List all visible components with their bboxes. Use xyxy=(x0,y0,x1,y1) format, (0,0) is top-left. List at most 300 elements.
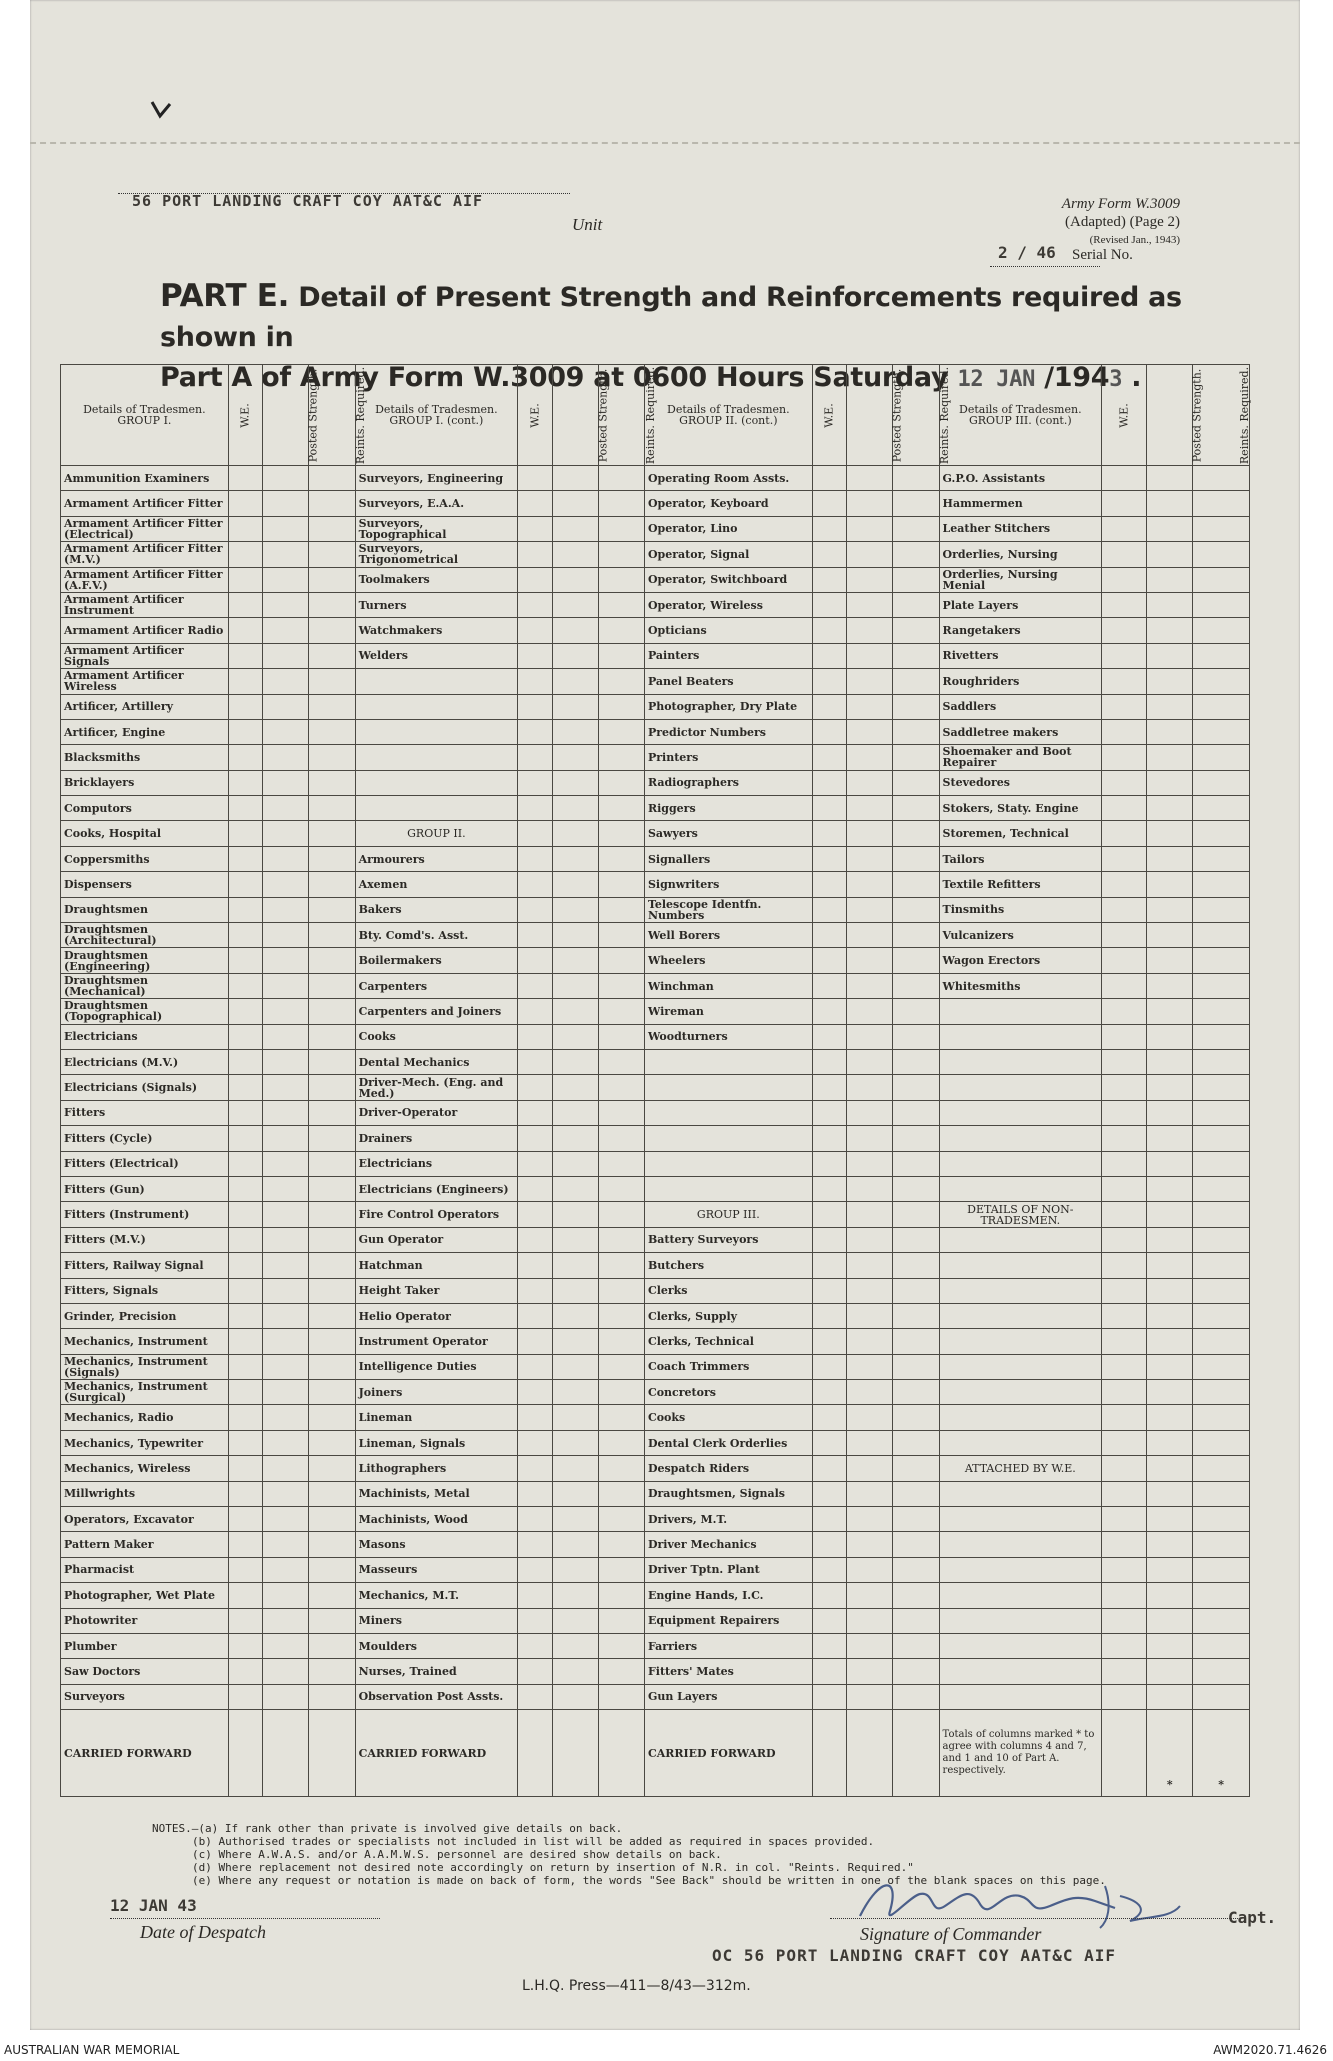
table-cell[interactable] xyxy=(518,1405,553,1430)
table-cell[interactable] xyxy=(309,872,355,897)
table-cell[interactable] xyxy=(228,1202,263,1227)
table-cell[interactable] xyxy=(847,1481,893,1506)
table-cell[interactable] xyxy=(518,1507,553,1532)
table-cell[interactable] xyxy=(598,1329,644,1354)
table-cell[interactable] xyxy=(1147,1151,1193,1176)
table-cell[interactable] xyxy=(847,669,893,694)
table-cell[interactable] xyxy=(893,1507,939,1532)
table-cell[interactable] xyxy=(518,1633,553,1658)
table-cell[interactable] xyxy=(309,897,355,922)
table-cell[interactable] xyxy=(812,1405,847,1430)
table-cell[interactable] xyxy=(518,567,553,592)
table-cell[interactable] xyxy=(518,999,553,1024)
table-cell[interactable] xyxy=(1193,1024,1250,1049)
table-cell[interactable] xyxy=(893,592,939,617)
table-cell[interactable] xyxy=(552,618,598,643)
table-cell[interactable] xyxy=(552,1430,598,1455)
table-cell[interactable] xyxy=(228,948,263,973)
table-cell[interactable] xyxy=(1102,1202,1147,1227)
table-cell[interactable] xyxy=(309,1329,355,1354)
table-cell[interactable] xyxy=(893,872,939,897)
table-cell[interactable] xyxy=(552,1633,598,1658)
table-cell[interactable] xyxy=(847,1532,893,1557)
table-cell[interactable] xyxy=(1147,694,1193,719)
table-cell[interactable] xyxy=(847,1024,893,1049)
table-cell[interactable] xyxy=(812,745,847,770)
table-cell[interactable] xyxy=(847,846,893,871)
table-cell[interactable] xyxy=(1102,1303,1147,1328)
table-cell[interactable] xyxy=(812,466,847,491)
table-cell[interactable] xyxy=(598,1430,644,1455)
table-cell[interactable] xyxy=(518,1430,553,1455)
table-cell[interactable] xyxy=(812,542,847,567)
table-cell[interactable] xyxy=(847,1608,893,1633)
table-cell[interactable] xyxy=(552,770,598,795)
table-cell[interactable] xyxy=(598,542,644,567)
table-cell[interactable] xyxy=(847,618,893,643)
table-cell[interactable] xyxy=(1102,618,1147,643)
table-cell[interactable] xyxy=(228,719,263,744)
table-cell[interactable] xyxy=(847,1253,893,1278)
table-cell[interactable] xyxy=(228,897,263,922)
table-cell[interactable] xyxy=(309,1024,355,1049)
table-cell[interactable] xyxy=(598,491,644,516)
table-cell[interactable] xyxy=(309,1557,355,1582)
table-cell[interactable] xyxy=(1102,796,1147,821)
table-cell[interactable] xyxy=(263,745,309,770)
table-cell[interactable] xyxy=(893,643,939,668)
table-cell[interactable] xyxy=(1193,973,1250,998)
table-cell[interactable] xyxy=(1147,897,1193,922)
table-cell[interactable] xyxy=(598,1405,644,1430)
table-cell[interactable] xyxy=(1147,1075,1193,1100)
table-cell[interactable] xyxy=(552,1278,598,1303)
table-cell[interactable] xyxy=(847,1278,893,1303)
table-cell[interactable] xyxy=(309,1176,355,1201)
table-cell[interactable] xyxy=(847,567,893,592)
table-cell[interactable] xyxy=(518,618,553,643)
table-cell[interactable] xyxy=(228,1532,263,1557)
table-cell[interactable] xyxy=(552,1405,598,1430)
table-cell[interactable] xyxy=(1147,1583,1193,1608)
table-cell[interactable] xyxy=(1193,1532,1250,1557)
table-cell[interactable] xyxy=(598,796,644,821)
table-cell[interactable] xyxy=(1193,669,1250,694)
table-cell[interactable] xyxy=(263,618,309,643)
table-cell[interactable] xyxy=(309,1227,355,1252)
table-cell[interactable] xyxy=(1147,1227,1193,1252)
table-cell[interactable] xyxy=(1193,694,1250,719)
table-cell[interactable] xyxy=(228,542,263,567)
table-cell[interactable] xyxy=(1102,1253,1147,1278)
table-cell[interactable] xyxy=(228,999,263,1024)
table-cell[interactable] xyxy=(263,999,309,1024)
table-cell[interactable] xyxy=(847,745,893,770)
table-cell[interactable] xyxy=(598,770,644,795)
table-cell[interactable] xyxy=(1147,770,1193,795)
table-cell[interactable] xyxy=(1193,872,1250,897)
table-cell[interactable] xyxy=(598,1633,644,1658)
table-cell[interactable] xyxy=(893,1583,939,1608)
table-cell[interactable] xyxy=(893,1430,939,1455)
table-cell[interactable] xyxy=(552,872,598,897)
table-cell[interactable] xyxy=(263,1126,309,1151)
table-cell[interactable] xyxy=(1147,999,1193,1024)
table-cell[interactable] xyxy=(1102,745,1147,770)
table-cell[interactable] xyxy=(263,796,309,821)
table-cell[interactable] xyxy=(598,1202,644,1227)
table-cell[interactable] xyxy=(812,516,847,541)
table-cell[interactable] xyxy=(309,1049,355,1074)
table-cell[interactable] xyxy=(1147,1303,1193,1328)
table-cell[interactable] xyxy=(598,592,644,617)
table-cell[interactable] xyxy=(518,466,553,491)
table-cell[interactable] xyxy=(893,973,939,998)
table-cell[interactable] xyxy=(263,1151,309,1176)
table-cell[interactable] xyxy=(518,796,553,821)
table-cell[interactable] xyxy=(309,618,355,643)
table-cell[interactable] xyxy=(1102,1633,1147,1658)
table-cell[interactable] xyxy=(552,1202,598,1227)
table-cell[interactable] xyxy=(518,694,553,719)
table-cell[interactable] xyxy=(552,973,598,998)
table-cell[interactable] xyxy=(263,821,309,846)
table-cell[interactable] xyxy=(598,1151,644,1176)
table-cell[interactable] xyxy=(812,1253,847,1278)
table-cell[interactable] xyxy=(552,1456,598,1481)
table-cell[interactable] xyxy=(893,1405,939,1430)
table-cell[interactable] xyxy=(847,1227,893,1252)
table-cell[interactable] xyxy=(812,694,847,719)
table-cell[interactable] xyxy=(598,1583,644,1608)
table-cell[interactable] xyxy=(1147,1354,1193,1379)
table-cell[interactable] xyxy=(812,1481,847,1506)
table-cell[interactable] xyxy=(1102,516,1147,541)
table-cell[interactable] xyxy=(263,1456,309,1481)
table-cell[interactable] xyxy=(263,1659,309,1684)
table-cell[interactable] xyxy=(309,1075,355,1100)
table-cell[interactable] xyxy=(812,872,847,897)
table-cell[interactable] xyxy=(228,1710,263,1797)
table-cell[interactable] xyxy=(812,770,847,795)
table-cell[interactable] xyxy=(893,1151,939,1176)
table-cell[interactable] xyxy=(263,669,309,694)
table-cell[interactable] xyxy=(893,1049,939,1074)
table-cell[interactable] xyxy=(812,669,847,694)
table-cell[interactable] xyxy=(228,1278,263,1303)
table-cell[interactable] xyxy=(1147,618,1193,643)
table-cell[interactable] xyxy=(228,796,263,821)
table-cell[interactable] xyxy=(1102,1532,1147,1557)
table-cell[interactable] xyxy=(309,669,355,694)
table-cell[interactable] xyxy=(1102,643,1147,668)
table-cell[interactable] xyxy=(893,618,939,643)
table-cell[interactable] xyxy=(893,796,939,821)
table-cell[interactable] xyxy=(1102,592,1147,617)
table-cell[interactable] xyxy=(893,491,939,516)
table-cell[interactable] xyxy=(552,466,598,491)
table-cell[interactable] xyxy=(1102,1024,1147,1049)
table-cell[interactable] xyxy=(518,846,553,871)
table-cell[interactable] xyxy=(1147,542,1193,567)
table-cell[interactable] xyxy=(812,643,847,668)
table-cell[interactable] xyxy=(893,1684,939,1709)
table-cell[interactable] xyxy=(847,1430,893,1455)
table-cell[interactable] xyxy=(893,1126,939,1151)
table-cell[interactable] xyxy=(263,1481,309,1506)
table-cell[interactable] xyxy=(1147,466,1193,491)
table-cell[interactable] xyxy=(847,643,893,668)
table-cell[interactable] xyxy=(1102,1608,1147,1633)
table-cell[interactable] xyxy=(228,1126,263,1151)
table-cell[interactable] xyxy=(1193,923,1250,948)
table-cell[interactable] xyxy=(263,592,309,617)
table-cell[interactable] xyxy=(847,1202,893,1227)
table-cell[interactable] xyxy=(263,846,309,871)
table-cell[interactable] xyxy=(893,1100,939,1125)
table-cell[interactable] xyxy=(228,1557,263,1582)
table-cell[interactable] xyxy=(893,1633,939,1658)
table-cell[interactable] xyxy=(228,694,263,719)
table-cell[interactable] xyxy=(1102,694,1147,719)
table-cell[interactable] xyxy=(518,1710,553,1797)
table-cell[interactable] xyxy=(1102,1278,1147,1303)
table-cell[interactable] xyxy=(1102,1100,1147,1125)
table-cell[interactable] xyxy=(552,1507,598,1532)
table-cell[interactable] xyxy=(847,770,893,795)
table-cell[interactable] xyxy=(598,1532,644,1557)
table-cell[interactable] xyxy=(598,973,644,998)
table-cell[interactable] xyxy=(263,567,309,592)
table-cell[interactable] xyxy=(309,923,355,948)
table-cell[interactable] xyxy=(847,1049,893,1074)
table-cell[interactable] xyxy=(518,1354,553,1379)
table-cell[interactable] xyxy=(552,1481,598,1506)
table-cell[interactable] xyxy=(263,1329,309,1354)
table-cell[interactable] xyxy=(228,1329,263,1354)
table-cell[interactable] xyxy=(598,745,644,770)
table-cell[interactable] xyxy=(263,1633,309,1658)
table-cell[interactable] xyxy=(1193,745,1250,770)
table-cell[interactable] xyxy=(1147,567,1193,592)
table-cell[interactable] xyxy=(893,948,939,973)
table-cell[interactable] xyxy=(1193,770,1250,795)
table-cell[interactable] xyxy=(847,1659,893,1684)
table-cell[interactable] xyxy=(552,1100,598,1125)
table-cell[interactable] xyxy=(228,1507,263,1532)
table-cell[interactable] xyxy=(847,1633,893,1658)
table-cell[interactable] xyxy=(309,491,355,516)
table-cell[interactable] xyxy=(309,973,355,998)
table-cell[interactable] xyxy=(263,542,309,567)
table-cell[interactable] xyxy=(812,1532,847,1557)
table-cell[interactable] xyxy=(228,516,263,541)
table-cell[interactable] xyxy=(1102,1329,1147,1354)
table-cell[interactable] xyxy=(309,516,355,541)
table-cell[interactable] xyxy=(518,491,553,516)
table-cell[interactable] xyxy=(263,1532,309,1557)
table-cell[interactable] xyxy=(263,1176,309,1201)
table-cell[interactable] xyxy=(552,1329,598,1354)
table-cell[interactable] xyxy=(309,1710,355,1797)
table-cell[interactable] xyxy=(598,1176,644,1201)
table-cell[interactable] xyxy=(598,567,644,592)
table-cell[interactable] xyxy=(812,1227,847,1252)
table-cell[interactable] xyxy=(1193,796,1250,821)
table-cell[interactable] xyxy=(1193,1126,1250,1151)
table-cell[interactable] xyxy=(1102,1176,1147,1201)
table-cell[interactable] xyxy=(812,1075,847,1100)
table-cell[interactable] xyxy=(1147,948,1193,973)
table-cell[interactable] xyxy=(847,1405,893,1430)
table-cell[interactable] xyxy=(893,1354,939,1379)
table-cell[interactable] xyxy=(309,1151,355,1176)
table-cell[interactable] xyxy=(1147,1049,1193,1074)
table-cell[interactable] xyxy=(598,1456,644,1481)
table-cell[interactable] xyxy=(552,948,598,973)
table-cell[interactable] xyxy=(847,1583,893,1608)
table-cell[interactable] xyxy=(1147,973,1193,998)
table-cell[interactable] xyxy=(263,872,309,897)
table-cell[interactable] xyxy=(893,466,939,491)
table-cell[interactable] xyxy=(812,1354,847,1379)
table-cell[interactable] xyxy=(263,973,309,998)
table-cell[interactable] xyxy=(552,592,598,617)
table-cell[interactable] xyxy=(1147,1507,1193,1532)
table-cell[interactable] xyxy=(228,821,263,846)
table-cell[interactable] xyxy=(309,1583,355,1608)
table-cell[interactable] xyxy=(1102,1049,1147,1074)
table-cell[interactable] xyxy=(552,1075,598,1100)
table-cell[interactable] xyxy=(263,491,309,516)
table-cell[interactable] xyxy=(1147,592,1193,617)
table-cell[interactable] xyxy=(1147,719,1193,744)
table-cell[interactable] xyxy=(1102,973,1147,998)
table-cell[interactable] xyxy=(812,1430,847,1455)
table-cell[interactable] xyxy=(812,1100,847,1125)
table-cell[interactable] xyxy=(263,643,309,668)
table-cell[interactable] xyxy=(812,1507,847,1532)
table-cell[interactable] xyxy=(1147,1456,1193,1481)
table-cell[interactable] xyxy=(1147,1659,1193,1684)
table-cell[interactable] xyxy=(893,745,939,770)
table-cell[interactable] xyxy=(893,1380,939,1405)
table-cell[interactable] xyxy=(598,1024,644,1049)
table-cell[interactable] xyxy=(309,542,355,567)
table-cell[interactable] xyxy=(1147,1126,1193,1151)
table-cell[interactable] xyxy=(598,1710,644,1797)
table-cell[interactable] xyxy=(228,1227,263,1252)
table-cell[interactable] xyxy=(1193,1481,1250,1506)
table-cell[interactable] xyxy=(812,1202,847,1227)
table-cell[interactable] xyxy=(518,1100,553,1125)
table-cell[interactable] xyxy=(1102,669,1147,694)
table-cell[interactable] xyxy=(812,1659,847,1684)
table-cell[interactable] xyxy=(263,694,309,719)
table-cell[interactable] xyxy=(263,1075,309,1100)
table-cell[interactable] xyxy=(228,1633,263,1658)
table-cell[interactable] xyxy=(1193,1329,1250,1354)
table-cell[interactable] xyxy=(552,542,598,567)
table-cell[interactable] xyxy=(847,1100,893,1125)
table-cell[interactable] xyxy=(309,948,355,973)
table-cell[interactable] xyxy=(228,1583,263,1608)
table-cell[interactable] xyxy=(812,1303,847,1328)
table-cell[interactable] xyxy=(893,1557,939,1582)
table-cell[interactable] xyxy=(893,1227,939,1252)
table-cell[interactable] xyxy=(1193,491,1250,516)
table-cell[interactable] xyxy=(552,846,598,871)
table-cell[interactable] xyxy=(893,567,939,592)
table-cell[interactable] xyxy=(1193,846,1250,871)
table-cell[interactable] xyxy=(228,973,263,998)
table-cell[interactable] xyxy=(1193,1659,1250,1684)
table-cell[interactable] xyxy=(893,516,939,541)
table-cell[interactable] xyxy=(1193,542,1250,567)
table-cell[interactable] xyxy=(309,1430,355,1455)
table-cell[interactable] xyxy=(1147,1430,1193,1455)
table-cell[interactable] xyxy=(309,999,355,1024)
table-cell[interactable] xyxy=(598,1100,644,1125)
table-cell[interactable] xyxy=(518,1608,553,1633)
table-cell[interactable] xyxy=(812,618,847,643)
table-cell[interactable] xyxy=(1147,1202,1193,1227)
table-cell[interactable] xyxy=(598,846,644,871)
table-cell[interactable] xyxy=(518,542,553,567)
table-cell[interactable] xyxy=(309,643,355,668)
table-cell[interactable] xyxy=(598,1253,644,1278)
table-cell[interactable] xyxy=(847,872,893,897)
table-cell[interactable] xyxy=(228,1380,263,1405)
table-cell[interactable] xyxy=(598,1557,644,1582)
table-cell[interactable] xyxy=(812,491,847,516)
table-cell[interactable] xyxy=(552,1049,598,1074)
table-cell[interactable] xyxy=(847,973,893,998)
table-cell[interactable] xyxy=(812,1049,847,1074)
table-cell[interactable] xyxy=(893,1278,939,1303)
table-cell[interactable] xyxy=(812,1329,847,1354)
table-cell[interactable] xyxy=(228,1405,263,1430)
table-cell[interactable] xyxy=(847,1303,893,1328)
table-cell[interactable] xyxy=(1102,1710,1147,1797)
table-cell[interactable] xyxy=(812,1278,847,1303)
table-cell[interactable] xyxy=(518,872,553,897)
table-cell[interactable] xyxy=(309,719,355,744)
table-cell[interactable] xyxy=(812,1684,847,1709)
table-cell[interactable] xyxy=(812,1380,847,1405)
table-cell[interactable] xyxy=(309,745,355,770)
table-cell[interactable] xyxy=(1147,1684,1193,1709)
table-cell[interactable] xyxy=(1193,1049,1250,1074)
table-cell[interactable] xyxy=(1193,999,1250,1024)
table-cell[interactable] xyxy=(552,1684,598,1709)
table-cell[interactable] xyxy=(1102,1481,1147,1506)
table-cell[interactable] xyxy=(598,897,644,922)
table-cell[interactable] xyxy=(812,846,847,871)
table-cell[interactable] xyxy=(812,1608,847,1633)
table-cell[interactable] xyxy=(812,592,847,617)
table-cell[interactable] xyxy=(1193,1151,1250,1176)
table-cell[interactable] xyxy=(1193,1303,1250,1328)
table-cell[interactable] xyxy=(1193,516,1250,541)
table-cell[interactable] xyxy=(309,1303,355,1328)
table-cell[interactable] xyxy=(598,1354,644,1379)
table-cell[interactable] xyxy=(1102,1583,1147,1608)
table-cell[interactable] xyxy=(552,1659,598,1684)
table-cell[interactable] xyxy=(1102,1075,1147,1100)
table-cell[interactable] xyxy=(1147,1608,1193,1633)
table-cell[interactable] xyxy=(1102,491,1147,516)
